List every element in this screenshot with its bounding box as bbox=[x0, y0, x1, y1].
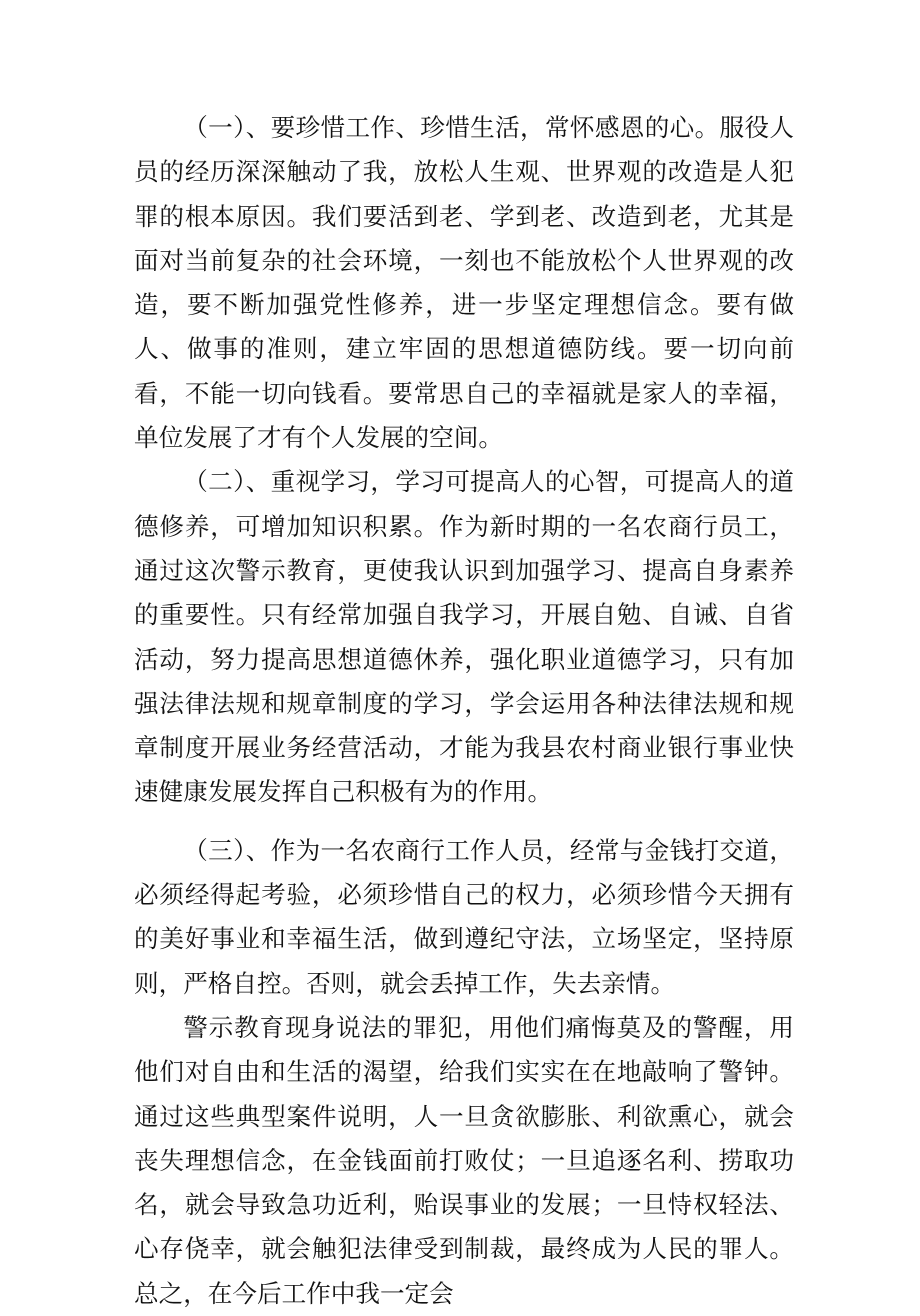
paragraph-withstand-test: （三）、作为一名农商行工作人员，经常与金钱打交道，必须经得起考验，必须珍惜自己的权力，必须珍惜今天拥有的美好事业和幸福生活，做到遵纪守法，立场坚定，坚持原则，严格自控。否则，就会丢掉工作，失去亲情。 bbox=[134, 835, 794, 998]
paragraph-warning-education: 警示教育现身说法的罪犯，用他们痛悔莫及的警醒，用他们对自由和生活的渴望，给我们实实在在地敲响了警钟。通过这些典型案件说明，人一旦贪欲膨胀、利欲熏心，就会丧失理想信念，在金钱面前打败仗；一旦追逐名利、捞取功名，就会导致急功近利，贻误事业的发展；一旦恃权轻法、心存侥幸，就会触犯法律受到制裁，最终成为人民的罪人。总之，在今后工作中我一定会 bbox=[134, 1012, 794, 1308]
paragraph-value-learning: （二）、重视学习，学习可提高人的心智，可提高人的道德修养，可增加知识积累。作为新时期的一名农商行员工，通过这次警示教育，更使我认识到加强学习、提高自身素养的重要性。只有经常加强自我学习，开展自勉、自诫、自省活动，努力提高思想道德休养，强化职业道德学习，只有加强法律法规和规章制度的学习，学会运用各种法律法规和规章制度开展业务经营活动，才能为我县农村商业银行事业快速健康发展发挥自己积极有为的作用。 bbox=[134, 467, 794, 807]
document-body bbox=[134, 106, 794, 1316]
paragraph-precious-work-life: （一）、要珍惜工作、珍惜生活，常怀感恩的心。服役人员的经历深深触动了我，放松人生观、世界观的改造是人犯罪的根本原因。我们要活到老、学到老、改造到老，尤其是面对当前复杂的社会环境，一刻也不能放松个人世界观的改造，要不断加强党性修养，进一步坚定理想信念。要有做人、做事的准则，建立牢固的思想道德防线。要一切向前看，不能一切向钱看。要常思自己的幸福就是家人的幸福，单位发展了才有个人发展的空间。 bbox=[134, 113, 794, 453]
